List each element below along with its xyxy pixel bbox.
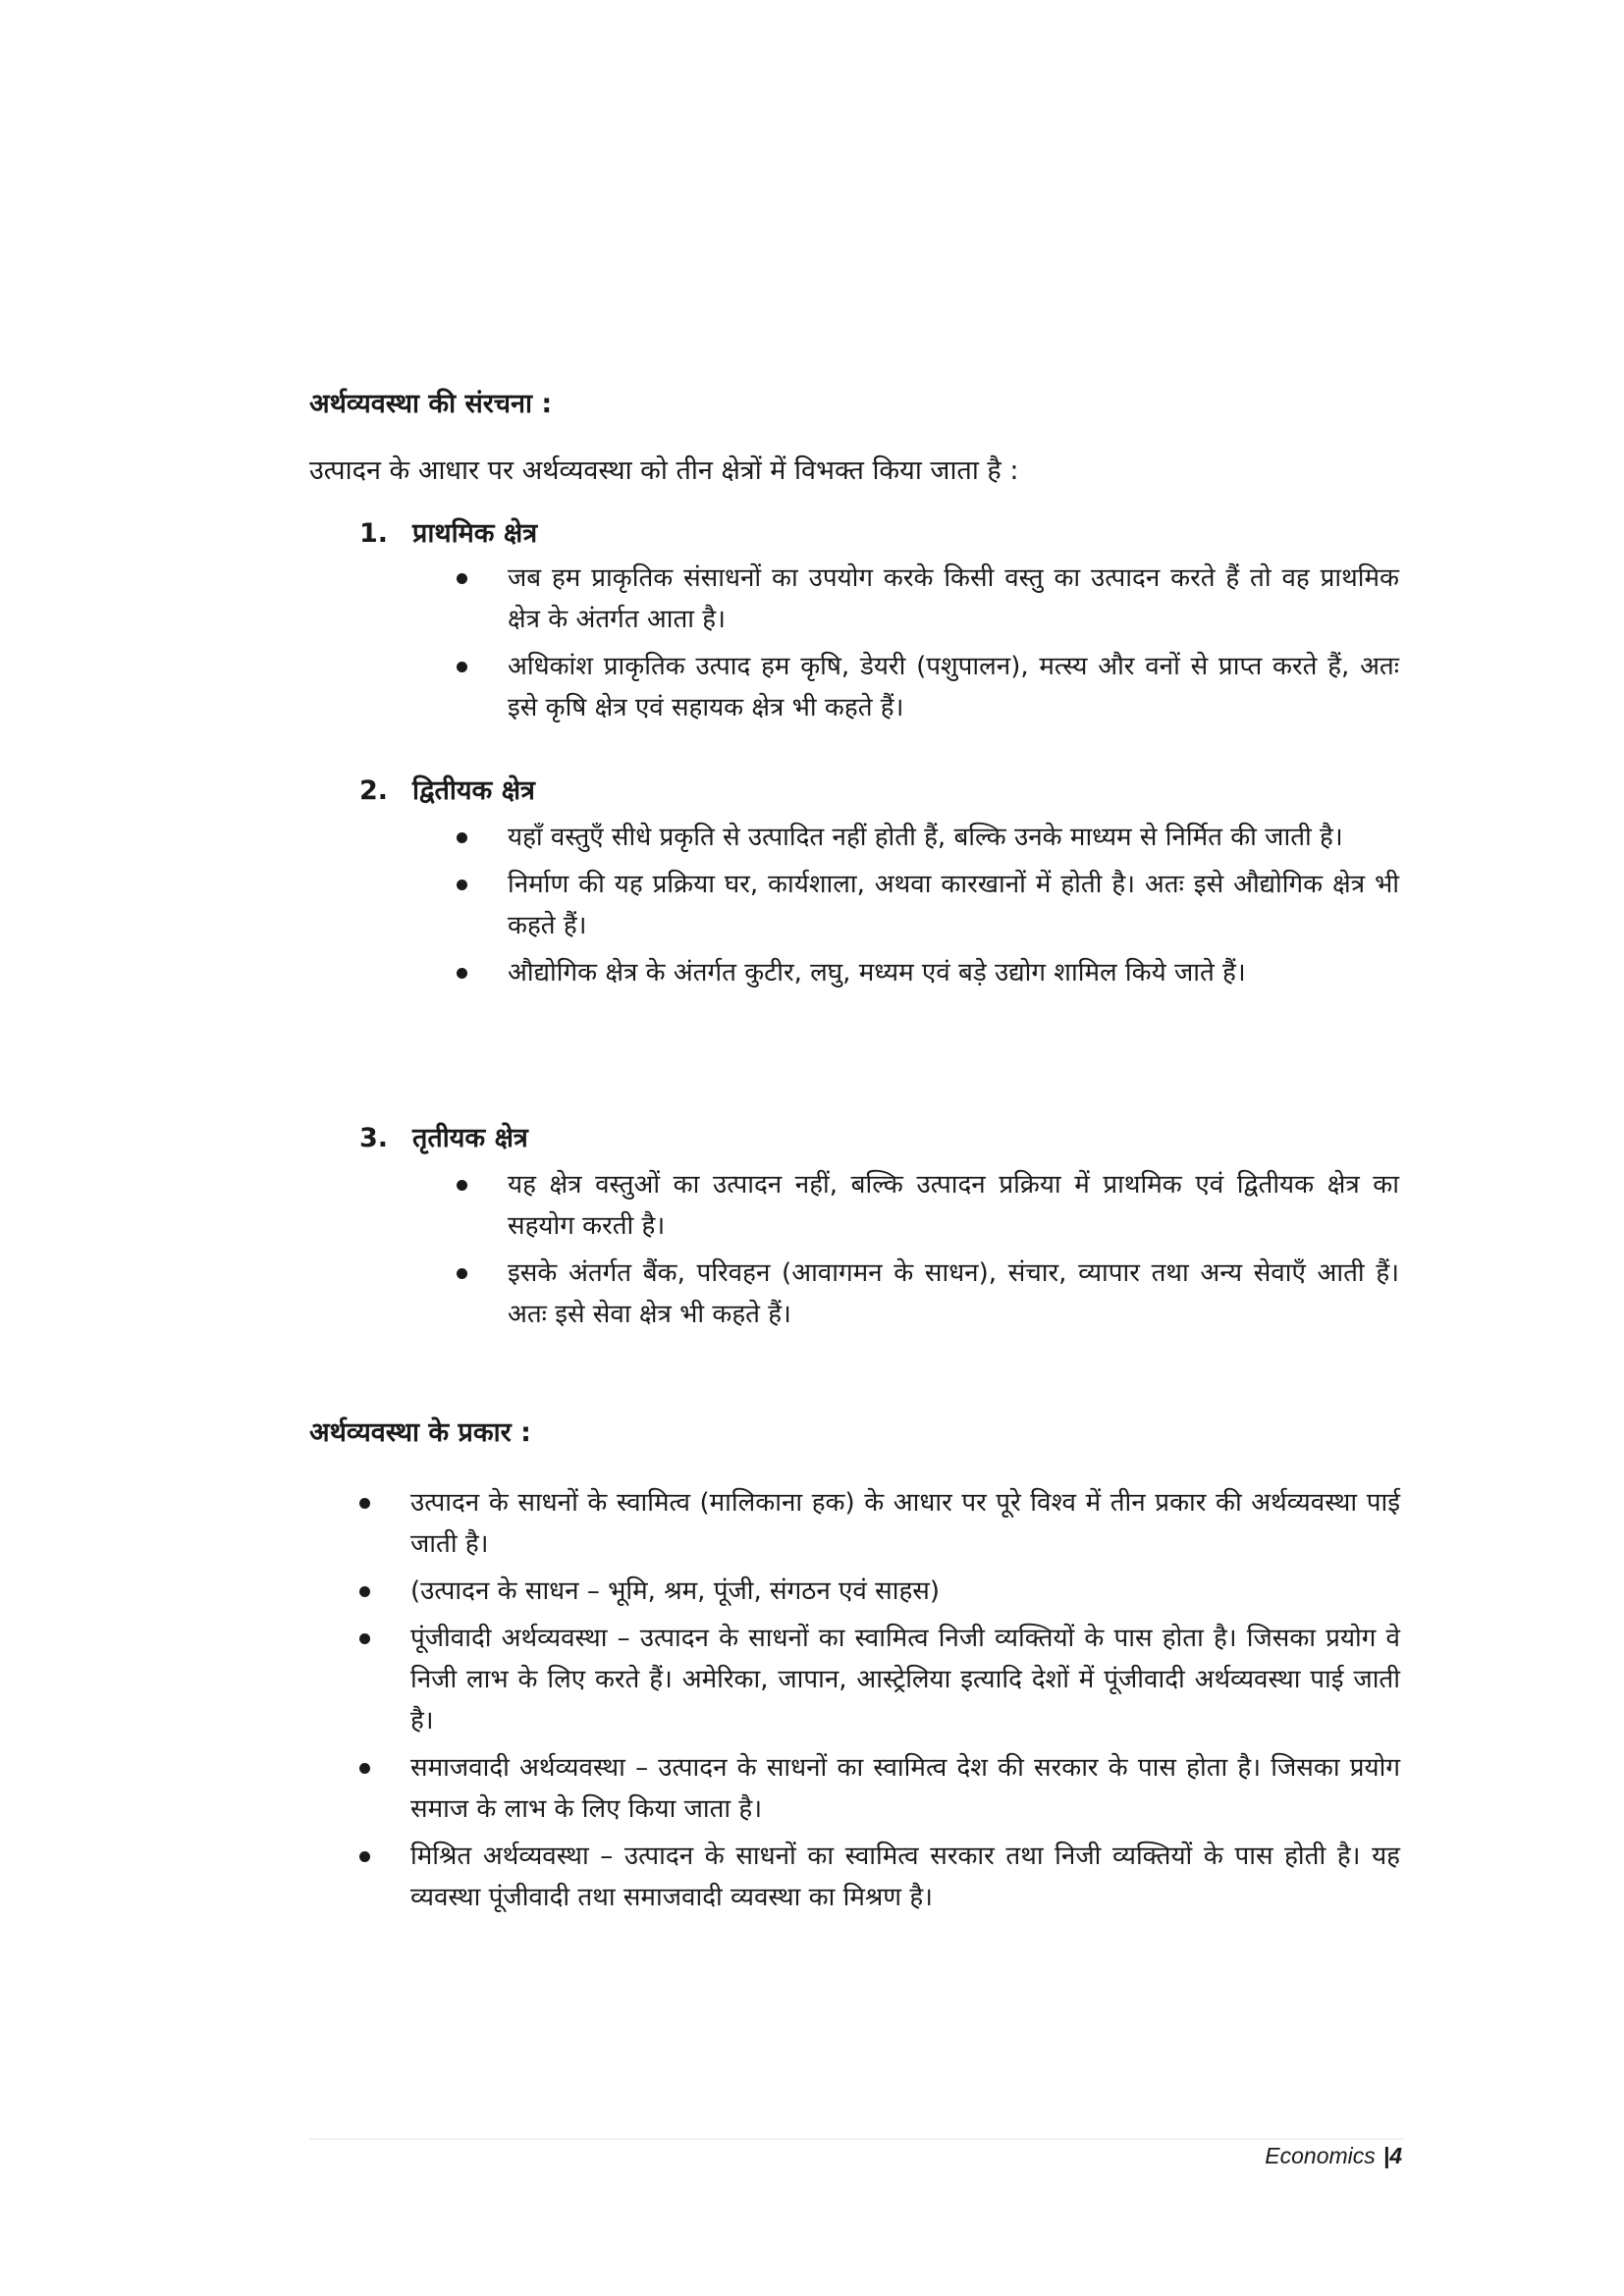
- section-heading-structure: अर्थव्यवस्था की संरचना :: [309, 389, 553, 419]
- sector-bullets-tertiary: [457, 1164, 1399, 1341]
- list-item-text: मिश्रित अर्थव्यवस्था – उत्पादन के साधनों का स्वामित्व सरकार तथा निजी व्यक्तियों के पास होती है। यह व्यवस्था पूंजीवादी तथा समाजवादी व्यवस्था का मिश्रण है।: [410, 1842, 1400, 1912]
- list-item: [359, 1482, 1400, 1565]
- list-item: [457, 1164, 1399, 1247]
- sector-title-secondary: [359, 772, 535, 811]
- bullet-icon: [457, 1268, 467, 1279]
- bullet-icon: [457, 662, 467, 672]
- list-item-text: औद्योगिक क्षेत्र के अंतर्गत कुटीर, लघु, मध्यम एवं बड़े उद्योग शामिल किये जाते हैं।: [508, 958, 1246, 988]
- list-item: [457, 558, 1399, 640]
- bullet-icon: [359, 1586, 370, 1597]
- sector-bullets-secondary: [457, 817, 1399, 999]
- sector-title-primary: [359, 514, 537, 554]
- list-item-text: यह क्षेत्र वस्तुओं का उत्पादन नहीं, बल्कि उत्पादन प्रक्रिया में प्राथमिक एवं द्वितीयक क्षेत्र का सहयोग करती है।: [508, 1170, 1399, 1241]
- structure-intro: उत्पादन के आधार पर अर्थव्यवस्था को तीन क्षेत्रों में विभक्त किया जाता है :: [309, 455, 1019, 486]
- sector-title-text: तृतीयक क्षेत्र: [412, 1123, 528, 1153]
- bullet-icon: [457, 573, 467, 584]
- list-item-text: (उत्पादन के साधन – भूमि, श्रम, पूंजी, संगठन एवं साहस): [410, 1576, 940, 1606]
- sector-title-text: द्वितीयक क्षेत्र: [412, 775, 535, 806]
- list-item-text: अधिकांश प्राकृतिक उत्पाद हम कृषि, डेयरी (पशुपालन), मत्स्य और वनों से प्राप्त करते हैं, अतः इसे कृषि क्षेत्र एवं सहायक क्षेत्र भी कहते हैं।: [508, 652, 1399, 722]
- footer-divider: [309, 2138, 1404, 2140]
- section-heading-types: अर्थव्यवस्था के प्रकार :: [309, 1417, 531, 1448]
- sector-number: 2.: [359, 775, 389, 806]
- sector-title-text: प्राथमिक क्षेत्र: [412, 518, 538, 549]
- list-item-text: जब हम प्राकृतिक संसाधनों का उपयोग करके किसी वस्तु का उत्पादन करते हैं तो वह प्राथमिक क्षेत्र के अंतर्गत आता है।: [508, 563, 1399, 634]
- list-item-text: इसके अंतर्गत बैंक, परिवहन (आवागमन के साधन), संचार, व्यापार तथा अन्य सेवाएँ आती हैं। अतः इसे सेवा क्षेत्र भी कहते हैं।: [508, 1258, 1399, 1329]
- list-item: [359, 1747, 1400, 1830]
- bullet-icon: [457, 832, 467, 843]
- bullet-icon: [359, 1763, 370, 1774]
- sector-number: 3.: [359, 1123, 389, 1153]
- list-item: [359, 1836, 1400, 1918]
- sector-number: 1.: [359, 518, 389, 549]
- list-item-text: उत्पादन के साधनों के स्वामित्व (मालिकाना हक) के आधार पर पूरे विश्व में तीन प्रकार की अर्थव्यवस्था पाई जाती है।: [410, 1488, 1400, 1559]
- list-item: [359, 1571, 1400, 1612]
- list-item: [457, 1253, 1399, 1335]
- list-item: [457, 646, 1399, 728]
- footer-separator: |: [1382, 2143, 1390, 2168]
- list-item: [457, 952, 1399, 993]
- footer-subject: Economics: [1265, 2143, 1376, 2168]
- bullet-icon: [457, 880, 467, 890]
- list-item-text: पूंजीवादी अर्थव्यवस्था – उत्पादन के साधनों का स्वामित्व निजी व्यक्तियों के पास होता है। जिसका प्रयोग वे निजी लाभ के लिए करते हैं। अमेरिका, जापान, आस्ट्रेलिया इत्यादि देशों में पूंजीवादी अर्थव्यवस्था पाई जाती है।: [410, 1624, 1400, 1735]
- page-footer: [1265, 2143, 1402, 2169]
- types-bullets: [359, 1482, 1400, 1924]
- bullet-icon: [457, 968, 467, 979]
- sector-bullets-primary: [457, 558, 1399, 734]
- list-item: [359, 1618, 1400, 1741]
- page-number: 4: [1389, 2143, 1402, 2168]
- list-item: [457, 817, 1399, 858]
- list-item-text: समाजवादी अर्थव्यवस्था – उत्पादन के साधनों का स्वामित्व देश की सरकार के पास होता है। जिसका प्रयोग समाज के लाभ के लिए किया जाता है।: [410, 1753, 1400, 1824]
- bullet-icon: [359, 1498, 370, 1509]
- list-item-text: यहाँ वस्तुएँ सीधे प्रकृति से उत्पादित नहीं होती हैं, बल्कि उनके माध्यम से निर्मित की जाती है।: [508, 823, 1343, 852]
- bullet-icon: [457, 1180, 467, 1191]
- sector-title-tertiary: [359, 1119, 528, 1158]
- bullet-icon: [359, 1633, 370, 1644]
- list-item-text: निर्माण की यह प्रक्रिया घर, कार्यशाला, अथवा कारखानों में होती है। अतः इसे औद्योगिक क्षेत्र भी कहते हैं।: [508, 870, 1399, 940]
- bullet-icon: [359, 1851, 370, 1862]
- list-item: [457, 864, 1399, 946]
